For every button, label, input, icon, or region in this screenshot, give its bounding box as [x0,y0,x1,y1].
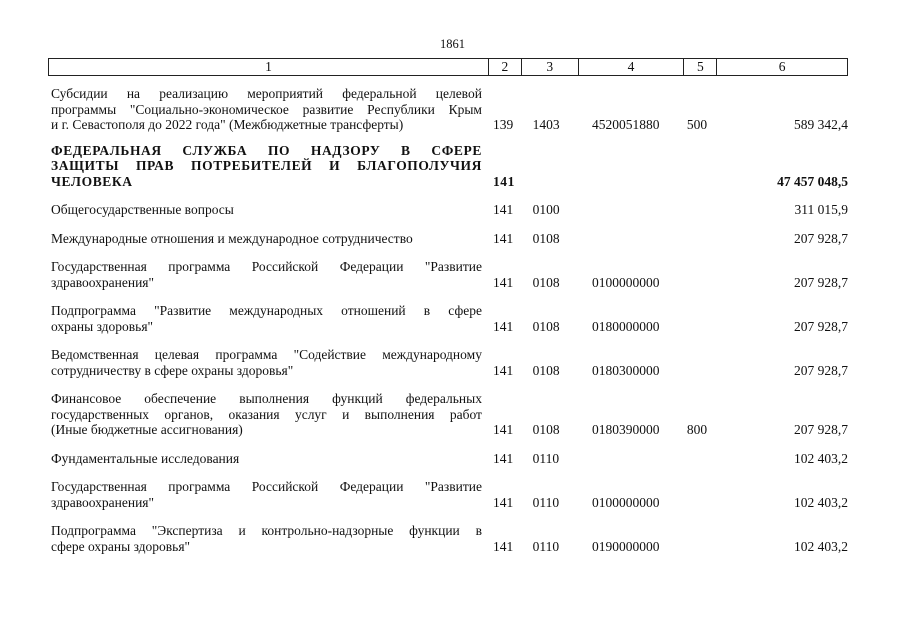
row-code-section: 0108 [532,422,560,437]
table-row [48,391,848,438]
row-code-ministry: 141 [492,494,514,510]
column-header-2: 2 [489,59,522,75]
description-line: Общегосударственные вопросы [51,202,234,217]
table-row [48,347,848,378]
row-description [48,202,484,218]
row-code-section: 0110 [532,450,560,466]
description-line: Фундаментальные исследования [51,450,240,466]
column-header-1: 1 [49,59,489,75]
row-code-target: 0190000000 [592,538,660,554]
row-code-ministry: 139 [492,117,514,132]
page-number: 1861 [440,37,465,51]
row-amount: 102 403,2 [794,450,849,466]
description-line: сотрудничеству в сфере охраны здоровья" [51,362,294,378]
table-row [48,479,848,510]
row-description [48,86,484,133]
row-description [48,523,484,554]
row-amount: 207 928,7 [794,318,849,334]
description-line: Ведомственная целевая программа "Содействие международному [51,347,482,362]
row-code-ministry: 141 [492,230,514,246]
row-code-expense-type: 800 [686,422,708,437]
row-code-ministry: 141 [492,173,516,189]
row-code-section: 0100 [532,202,560,217]
table-body [48,80,848,554]
description-line: программы "Социально-экономическое развитие Республики Крым [51,101,482,117]
row-amount: 47 457 048,5 [777,173,849,189]
row-amount: 207 928,7 [794,362,849,378]
column-header-3: 3 [522,59,579,75]
column-header-5: 5 [684,59,717,75]
description-line: ЧЕЛОВЕКА [51,173,133,189]
row-amount: 207 928,7 [794,274,849,290]
row-description [48,391,484,438]
description-line: Государственная программа Российской Федерации "Развитие [51,259,482,274]
description-line: Подпрограмма "Развитие международных отношений в сфере [51,303,482,318]
row-description [48,143,484,190]
row-amount: 102 403,2 [794,538,849,554]
description-line: государственных органов, оказания услуг и выполнения работ [51,406,482,422]
row-description [48,451,484,467]
row-code-section: 0108 [532,362,560,378]
description-line: Субсидии на реализацию мероприятий федеральной целевой [51,86,482,101]
row-code-target: 0100000000 [592,494,660,510]
table-row [48,143,848,190]
description-line: сфере охраны здоровья" [51,538,191,554]
row-code-target: 4520051880 [592,117,660,132]
row-code-ministry: 141 [492,538,514,554]
row-code-target: 0180390000 [592,422,660,437]
row-code-section: 1403 [532,117,560,132]
row-description [48,347,484,378]
row-code-target: 0100000000 [592,274,660,290]
description-line: Подпрограмма "Экспертиза и контрольно-надзорные функции в [51,523,482,538]
row-description [48,231,484,247]
description-line: Международные отношения и международное сотрудничество [51,230,413,246]
row-code-expense-type: 500 [686,117,708,132]
row-amount: 207 928,7 [794,230,849,246]
row-code-target: 0180300000 [592,362,660,378]
row-code-ministry: 141 [492,362,514,378]
description-line: здравоохранения" [51,274,155,290]
table-row [48,451,848,467]
row-code-target: 0180000000 [592,318,660,334]
row-amount: 102 403,2 [794,494,849,510]
description-line: (Иные бюджетные ассигнования) [51,422,243,437]
column-header-4: 4 [579,59,685,75]
description-line: охраны здоровья" [51,318,154,334]
row-description [48,259,484,290]
row-description [48,303,484,334]
row-code-section: 0108 [532,230,560,246]
table-row [48,202,848,218]
row-amount: 207 928,7 [794,422,849,437]
row-code-section: 0110 [532,494,560,510]
description-line: здравоохранения" [51,494,155,510]
description-line: Финансовое обеспечение выполнения функций федеральных [51,391,482,406]
table-header [48,58,848,76]
table-row [48,259,848,290]
table-row [48,523,848,554]
row-code-ministry: 141 [492,422,514,437]
row-code-ministry: 141 [492,318,514,334]
column-header-6: 6 [778,59,786,74]
description-line: ФЕДЕРАЛЬНАЯ СЛУЖБА ПО НАДЗОРУ В СФЕРЕ [51,142,482,158]
description-line: Государственная программа Российской Федерации "Развитие [51,479,482,494]
row-code-section: 0110 [532,538,560,554]
table-row [48,303,848,334]
row-code-section: 0108 [532,274,560,290]
row-code-section: 0108 [532,318,560,334]
row-amount: 589 342,4 [794,117,849,132]
row-code-ministry: 141 [492,450,514,466]
row-code-ministry: 141 [492,274,514,290]
table-row [48,86,848,133]
row-description [48,479,484,510]
row-code-ministry: 141 [492,202,514,217]
description-line: и г. Севастополя до 2022 года" (Межбюджетные трансферты) [51,117,404,132]
table-row [48,231,848,247]
description-line: ЗАЩИТЫ ПРАВ ПОТРЕБИТЕЛЕЙ И БЛАГОПОЛУЧИЯ [51,158,482,173]
row-amount: 311 015,9 [794,202,849,217]
